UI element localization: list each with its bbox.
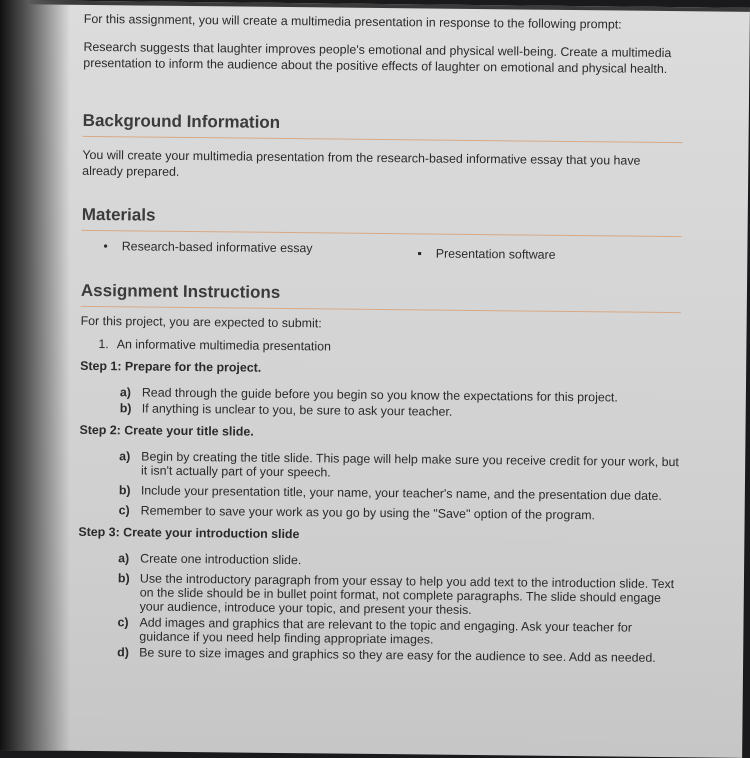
list-item [103, 239, 312, 255]
instructions-intro: For this project, you are expected to submit: [80, 313, 322, 331]
materials-section [81, 205, 682, 267]
item-label: d) [117, 645, 129, 660]
prompt-text: Research suggests that laughter improves people's emotional and physical well-being. Create a multimedia presentation to inform the audience about the positive effects of laughter on emotional and physical health. [83, 39, 672, 76]
item-label: c) [117, 615, 129, 630]
item-text: Remember to save your work as you go by using the "Save" option of the program. [140, 503, 596, 523]
deliverable-text: An informative multimedia presentation [116, 337, 331, 354]
instructions-body [77, 313, 681, 665]
item-text: Use the introductory paragraph from your essay to help you add text to the introduction slide. Text on the slide should be in bullet point format, not complete paragraphs. The slide should engage your audience, introduce your topic, and present your thesis. [139, 571, 675, 617]
list-item [118, 551, 678, 571]
item-label: b) [117, 571, 130, 586]
item-label: a) [119, 449, 131, 464]
item-text: Begin by creating the title slide. This page will help make sure you receive credit for your work, but it isn't actually part of your speech. [141, 449, 679, 480]
deliverable-number: 1. [98, 337, 109, 352]
material-label: Presentation software [435, 246, 556, 262]
material-label: Research-based informative essay [121, 239, 313, 256]
background-heading: Background Information [83, 111, 683, 143]
list-item [119, 483, 679, 503]
step-3-title: Step 3: Create your introduction slide [78, 524, 300, 542]
item-text: If anything is unclear to you, be sure to ask your teacher. [141, 401, 453, 419]
item-label: a) [118, 551, 130, 566]
list-item [118, 571, 678, 619]
step-2-title: Step 2: Create your title slide. [79, 422, 254, 439]
deliverable-item [98, 337, 680, 357]
item-label: b) [118, 483, 131, 498]
item-text: Read through the guide before you begin so you know the expectations for this project. [141, 385, 618, 405]
list-item [417, 246, 555, 261]
bullet-icon: • [103, 239, 108, 254]
item-label: b) [119, 401, 132, 416]
prompt-lead: For this assignment, you will create a multimedia presentation in response to the following prompt: [83, 11, 622, 32]
materials-heading: Materials [82, 205, 682, 237]
document-content [77, 9, 684, 665]
list-item [117, 615, 677, 649]
list-item [119, 503, 679, 523]
item-text: Be sure to size images and graphics so they are easy for the audience to see. Add as needed. [139, 645, 656, 665]
background-section [82, 111, 683, 185]
item-text: Create one introduction slide. [140, 551, 302, 568]
item-text: Add images and graphics that are relevant to the topic and engaging. Ask your teacher for guidance if you need help finding appropriate images. [139, 615, 633, 647]
instructions-section [77, 281, 681, 665]
bullet-icon: ▪ [417, 246, 422, 261]
materials-list [81, 239, 681, 267]
instructions-heading: Assignment Instructions [81, 281, 681, 313]
step-1-title: Step 1: Prepare for the project. [80, 358, 262, 375]
background-text: You will create your multimedia presentation from the research-based informative essay that you have already prepared. [82, 147, 641, 179]
item-label: a) [119, 385, 132, 400]
item-label: c) [118, 503, 130, 518]
list-item [119, 449, 679, 483]
item-text: Include your presentation title, your name, your teacher's name, and the presentation due date. [140, 483, 662, 503]
